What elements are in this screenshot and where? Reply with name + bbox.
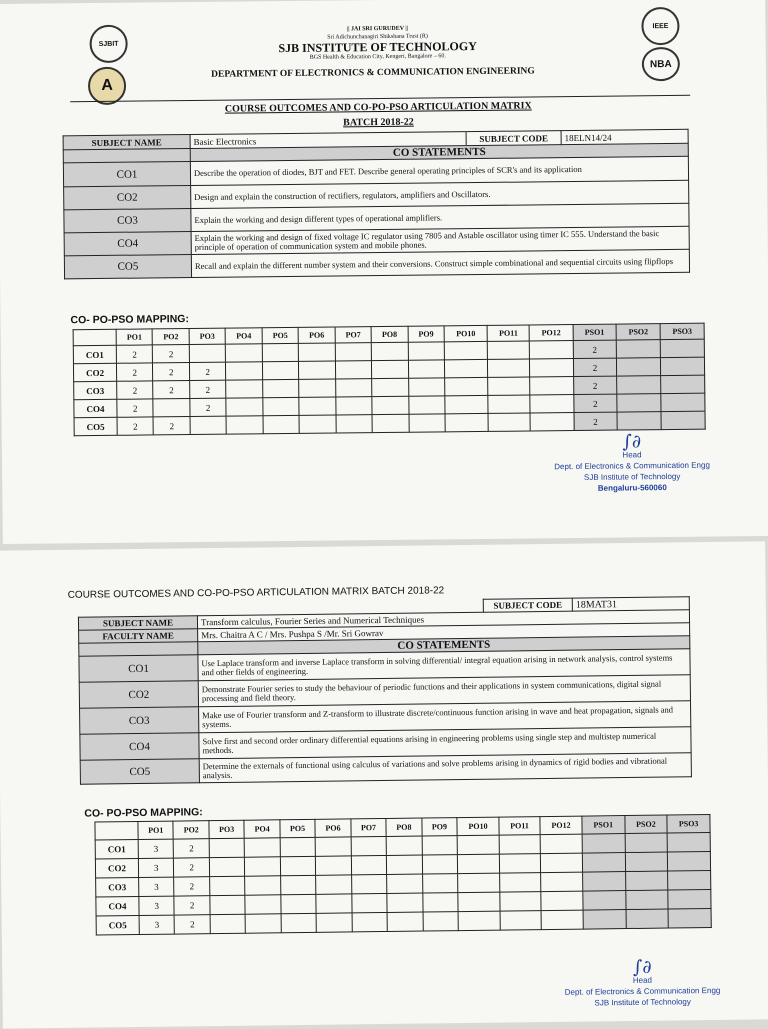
mapping-cell [530, 413, 573, 431]
mapping-cell [499, 835, 540, 855]
mapping-cell: 2 [573, 358, 617, 376]
ieee-logo [641, 7, 679, 45]
mapping-cell [668, 890, 711, 910]
mapping-cell [244, 838, 280, 857]
mapping-cell [210, 876, 246, 895]
mapping-cell [617, 412, 661, 430]
co-statements-table [78, 596, 692, 784]
co-statement: Recall and explain the different number system and their conversions. Construct simple combinational and sequential circuits using flipflops [191, 249, 689, 277]
mapping-header-po12: PO12 [530, 325, 573, 341]
mapping-cell [583, 872, 626, 892]
co-id: CO1 [79, 655, 198, 682]
institute-name: SJB INSTITUTE OF TECHNOLOGY [278, 39, 477, 56]
mapping-cell [530, 341, 573, 359]
signature-dept: Dept. of Electronics & Communication Engg [554, 460, 710, 472]
mapping-cell [372, 414, 409, 432]
co-id: CO2 [79, 681, 198, 708]
signature-dept: Dept. of Electronics & Communication Engg [564, 985, 721, 997]
motto: || JAI SRI GURUDEV || [346, 25, 409, 33]
naac-logo [88, 67, 126, 105]
mapping-cell: 2 [117, 417, 154, 435]
sjbit-logo-text: SJBIT [98, 40, 119, 48]
mapping-cell [530, 377, 573, 395]
mapping-cell [500, 892, 541, 912]
mapping-cell [661, 393, 705, 411]
mapping-cell [262, 379, 299, 397]
mapping-cell [625, 871, 668, 891]
mapping-cell [458, 873, 500, 893]
institute-address: BGS Health & Education City, Kengeri, Bangalore – 60. [309, 53, 446, 61]
mapping-cell [352, 912, 388, 931]
co-statements-header: CO STATEMENTS [190, 143, 688, 161]
mapping-cell [372, 360, 409, 378]
mapping-cell [499, 854, 540, 874]
mapping-cell [541, 891, 583, 911]
mapping-cell [352, 893, 388, 912]
mapping-cell [668, 871, 711, 891]
mapping-cell: 2 [153, 345, 190, 363]
mapping-cell [422, 893, 458, 912]
mapping-cell [372, 396, 409, 414]
signature-scribble: ∫∂ [622, 431, 642, 453]
mapping-cell [372, 378, 409, 396]
matrix-title: COURSE OUTCOMES AND CO-PO-PSO ARTICULATION MATRIX [224, 100, 532, 115]
mapping-cell [625, 890, 668, 910]
sjbit-logo [89, 25, 127, 63]
mapping-header-po7: PO7 [351, 818, 387, 836]
mapping-cell [209, 857, 245, 876]
mapping-header-po8: PO8 [386, 818, 422, 836]
mapping-cell [210, 914, 246, 933]
mapping-cell [226, 344, 263, 362]
mapping-cell [458, 892, 500, 912]
mapping-header-po1: PO1 [116, 329, 153, 345]
subject-code-value: 18MAT31 [572, 597, 689, 611]
mapping-cell [457, 854, 499, 874]
co-id: CO3 [64, 209, 191, 233]
mapping-cell: 2 [189, 362, 226, 380]
mapping-cell [280, 837, 316, 856]
mapping-cell [625, 833, 668, 853]
co-statements-header: CO STATEMENTS [198, 636, 690, 655]
mapping-cell: 3 [138, 839, 174, 858]
nba-logo [642, 47, 680, 81]
co-statement: Design and explain the construction of rectifiers, regulators, amplifiers and Oscillators. [191, 180, 689, 208]
mapping-cell [281, 913, 317, 932]
matrix-title: COURSE OUTCOMES AND CO-PO-PSO ARTICULATION MATRIX BATCH 2018-22 [67, 585, 445, 601]
mapping-cell [386, 836, 422, 855]
mapping-cell [245, 857, 281, 876]
mapping-header-po6: PO6 [315, 819, 351, 837]
mapping-cell [351, 874, 387, 893]
mapping-header-po6: PO6 [298, 327, 335, 343]
mapping-cell [408, 360, 445, 378]
mapping-cell [316, 875, 352, 894]
mapping-cell [371, 342, 408, 360]
mapping-cell [299, 415, 336, 433]
mapping-cell [530, 359, 573, 377]
mapping-cell [487, 341, 530, 359]
mapping-cell [423, 912, 459, 931]
co-statement: Solve first and second order ordinary differential equations arising in engineering problems using single step and multistep numerical methods. [199, 727, 691, 759]
mapping-cell: 2 [153, 363, 190, 381]
mapping-row-co: CO1 [95, 840, 138, 860]
mapping-cell [280, 856, 316, 875]
mapping-header-po8: PO8 [371, 326, 408, 342]
mapping-cell [458, 911, 500, 931]
mapping-header-pso1: PSO1 [573, 324, 617, 340]
mapping-cell [582, 834, 625, 854]
mapping-cell [444, 341, 487, 359]
mapping-header-pso2: PSO2 [625, 815, 668, 834]
mapping-cell [626, 909, 669, 929]
mapping-cell: 2 [573, 340, 617, 358]
mapping-cell [408, 342, 445, 360]
mapping-header-pso3: PSO3 [660, 323, 704, 339]
mapping-cell [661, 375, 705, 393]
mapping-header-po4: PO4 [244, 820, 280, 838]
subject-code-value: 18ELN14/24 [561, 129, 688, 144]
mapping-cell [153, 399, 190, 417]
mapping-cell [387, 874, 423, 893]
mapping-cell [582, 853, 625, 873]
mapping-cell [335, 361, 372, 379]
mapping-cell: 2 [175, 915, 211, 934]
mapping-cell [617, 376, 661, 394]
mapping-row-co: CO4 [96, 897, 139, 917]
mapping-cell [541, 910, 583, 930]
mapping-cell [351, 855, 387, 874]
mapping-cell [245, 895, 281, 914]
mapping-cell [617, 340, 661, 358]
mapping-cell [445, 395, 488, 413]
mapping-cell [299, 343, 336, 361]
signature-head: Head [632, 975, 653, 985]
mapping-cell [316, 913, 352, 932]
mapping-cell [226, 380, 263, 398]
mapping-cell [583, 910, 626, 930]
mapping-cell [445, 377, 488, 395]
mapping-header-po10: PO10 [444, 325, 487, 341]
signature-scribble: ∫∂ [632, 956, 652, 978]
faculty-name-label: FACULTY NAME [79, 629, 198, 643]
co-id: CO5 [80, 759, 199, 784]
mapping-cell [660, 339, 704, 357]
mapping-cell [457, 835, 499, 855]
mapping-cell [617, 358, 661, 376]
mapping-cell: 2 [574, 412, 618, 430]
mapping-cell [387, 855, 423, 874]
mapping-cell [189, 344, 226, 362]
mapping-header-po5: PO5 [280, 819, 316, 837]
signature-head: Head [622, 450, 642, 460]
mapping-cell [540, 834, 582, 854]
document-page-2 [0, 541, 768, 1028]
mapping-cell: 2 [117, 381, 154, 399]
nba-logo-text: NBA [649, 58, 672, 70]
signature-institute: SJB Institute of Technology [594, 997, 691, 1008]
signature-block [542, 431, 723, 494]
mapping-cell [226, 398, 263, 416]
mapping-header-po11: PO11 [487, 325, 529, 341]
mapping-cell [668, 852, 711, 872]
faculty-name-value: Mrs. Chaitra A C / Mrs. Pushpa S /Mr. Sri Gowrav [198, 623, 690, 642]
mapping-row-co: CO2 [73, 363, 116, 381]
mapping-cell: 2 [573, 376, 617, 394]
mapping-header-po9: PO9 [408, 326, 445, 342]
subject-name-label: SUBJECT NAME [63, 135, 190, 150]
mapping-cell: 2 [116, 363, 153, 381]
mapping-cell: 2 [174, 839, 210, 858]
mapping-cell [336, 397, 373, 415]
mapping-cell: 2 [153, 417, 190, 435]
mapping-header-po4: PO4 [225, 328, 262, 344]
mapping-header-po9: PO9 [422, 818, 458, 836]
mapping-cell [541, 872, 583, 892]
mapping-cell [335, 379, 372, 397]
co-statement: Determine the externals of functional using calculus of variations and solve problems arising in dynamics of rigid bodies and vibrational analysis. [199, 753, 691, 783]
subject-name-value: Basic Electronics [190, 132, 466, 149]
mapping-header-pso3: PSO3 [667, 815, 710, 834]
mapping-cell [409, 414, 446, 432]
mapping-cell [336, 415, 373, 433]
mapping-cell [500, 911, 541, 931]
mapping-cell [226, 362, 263, 380]
mapping-cell [667, 833, 710, 853]
mapping-cell [262, 361, 299, 379]
mapping-cell [316, 856, 352, 875]
mapping-cell [335, 343, 372, 361]
co-statement: Explain the working and design different types of operational amplifiers. [191, 203, 689, 231]
mapping-cell [488, 413, 531, 431]
mapping-cell [299, 361, 336, 379]
mapping-cell: 2 [190, 398, 227, 416]
mapping-cell: 2 [117, 399, 154, 417]
co-id: CO2 [64, 186, 191, 210]
mapping-header-po10: PO10 [457, 817, 499, 836]
mapping-header-po3: PO3 [209, 820, 245, 838]
mapping-cell [583, 891, 626, 911]
mapping-header-po7: PO7 [335, 327, 372, 343]
mapping-header-pso2: PSO2 [616, 324, 660, 340]
mapping-header-po1: PO1 [138, 821, 174, 839]
subject-name-label: SUBJECT NAME [78, 616, 197, 630]
subject-name-value: Transform calculus, Fourier Series and Numerical Techniques [197, 610, 689, 629]
mapping-cell [661, 411, 705, 429]
co-id: CO4 [80, 733, 199, 760]
mapping-cell [299, 379, 336, 397]
mapping-cell [245, 914, 281, 933]
mapping-row-co: CO3 [96, 878, 139, 898]
mapping-cell: 2 [573, 394, 617, 412]
ieee-logo-text: IEEE [652, 22, 669, 30]
mapping-cell [262, 343, 299, 361]
mapping-cell [387, 912, 423, 931]
signature-block [552, 956, 733, 1009]
mapping-cell: 2 [174, 858, 210, 877]
mapping-cell [445, 413, 488, 431]
mapping-header-po3: PO3 [189, 328, 226, 344]
co-po-pso-mapping-table [94, 814, 711, 936]
mapping-header-po5: PO5 [262, 327, 299, 343]
mapping-header-po12: PO12 [540, 816, 582, 835]
co-id: CO3 [80, 707, 199, 734]
mapping-cell [488, 359, 531, 377]
mapping-cell [488, 395, 531, 413]
mapping-cell: 3 [139, 915, 175, 934]
batch-label: BATCH 2018-22 [343, 116, 414, 129]
signature-institute: SJB Institute of Technology [583, 471, 681, 482]
mapping-cell [540, 853, 582, 873]
co-statement: Use Laplace transform and inverse Laplace transform in solving differential/ integral equation arising in network analysis, control systems and other fields of engineering. [198, 649, 690, 681]
mapping-cell: 3 [139, 896, 175, 915]
mapping-cell [245, 876, 281, 895]
mapping-row-co: CO4 [74, 399, 117, 417]
mapping-header-po11: PO11 [499, 817, 540, 836]
mapping-cell [617, 394, 661, 412]
mapping-cell: 2 [153, 381, 190, 399]
mapping-cell [408, 378, 445, 396]
mapping-cell [422, 855, 458, 874]
co-id: CO1 [63, 162, 190, 187]
subject-code-label: SUBJECT CODE [466, 131, 561, 146]
mapping-cell [625, 852, 668, 872]
mapping-cell [281, 894, 317, 913]
mapping-cell [263, 415, 300, 433]
mapping-cell [263, 397, 300, 415]
co-statement: Make use of Fourier transform and Z-transform to illustrate discrete/continuous function arising in wave and heat propagation, signals and systems. [199, 701, 691, 733]
mapping-cell [387, 893, 423, 912]
mapping-cell: 2 [116, 345, 153, 363]
co-statement: Describe the operation of diodes, BJT and FET. Describe general operating principles of SCR's and its application [190, 156, 688, 185]
department-name: DEPARTMENT OF ELECTRONICS & COMMUNICATION ENGINEERING [211, 66, 535, 80]
mapping-row-co: CO1 [73, 345, 116, 363]
naac-logo-text: A [101, 76, 113, 94]
mapping-cell [500, 873, 541, 893]
mapping-cell: 3 [138, 858, 174, 877]
mapping-cell: 2 [174, 877, 210, 896]
mapping-cell: 2 [174, 896, 210, 915]
mapping-cell [209, 838, 245, 857]
mapping-cell [445, 359, 488, 377]
mapping-cell [668, 909, 711, 929]
mapping-header-po2: PO2 [153, 329, 190, 345]
mapping-row-co: CO5 [74, 417, 117, 435]
mapping-cell [210, 895, 246, 914]
co-id: CO4 [64, 232, 191, 256]
mapping-cell [190, 416, 227, 434]
co-statement: Explain the working and design of fixed voltage IC regulator using 7805 and Astable oscillator using timer IC 555. Understand the basic principle of operation of communication system and mobile phones. [191, 226, 689, 254]
co-statement: Demonstrate Fourier series to study the behaviour of periodic functions and their applications in system communications, digital signal processing and field theory. [198, 675, 690, 707]
co-statements-table [63, 129, 690, 280]
mapping-cell [316, 894, 352, 913]
mapping-cell [226, 416, 263, 434]
mapping-row-co: CO2 [95, 859, 138, 879]
co-po-pso-mapping-table [73, 323, 706, 437]
mapping-cell [408, 396, 445, 414]
mapping-cell: 3 [139, 877, 175, 896]
mapping-cell [422, 836, 458, 855]
mapping-title: CO- PO-PSO MAPPING: [70, 313, 190, 327]
mapping-cell [422, 874, 458, 893]
co-id: CO5 [64, 255, 191, 279]
mapping-cell [315, 837, 351, 856]
mapping-row-co: CO5 [96, 916, 139, 936]
mapping-cell [280, 875, 316, 894]
subject-code-label: SUBJECT CODE [483, 598, 572, 612]
mapping-header-po2: PO2 [173, 821, 209, 839]
signature-city: Bengaluru-560060 [597, 483, 667, 493]
mapping-cell: 2 [190, 380, 227, 398]
trust-name: Sri Adichunchanagiri Shikshana Trust (R) [327, 33, 428, 41]
mapping-title: CO- PO-PSO MAPPING: [84, 806, 203, 820]
mapping-cell [661, 357, 705, 375]
mapping-row-co: CO3 [74, 381, 117, 399]
mapping-cell [488, 377, 531, 395]
mapping-header-pso1: PSO1 [582, 816, 625, 835]
mapping-cell [351, 836, 387, 855]
mapping-cell [530, 395, 573, 413]
mapping-cell [299, 397, 336, 415]
